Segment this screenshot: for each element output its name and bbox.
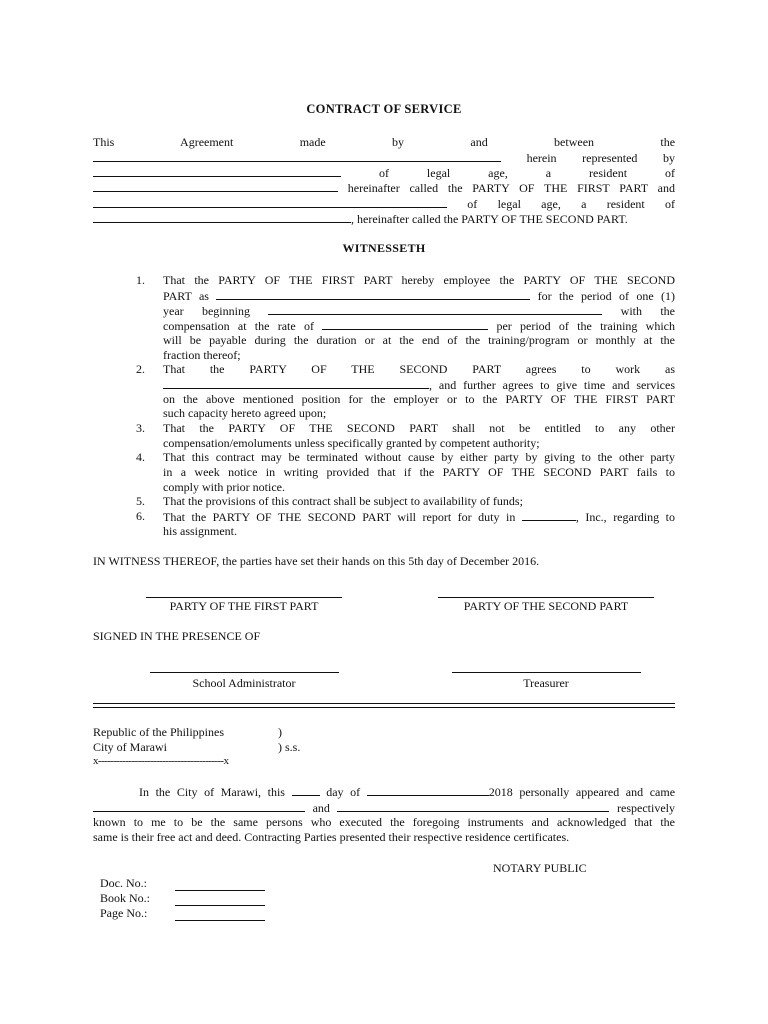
item-3-line-2: compensation/emoluments unless specifically granted by competent authority; <box>163 436 540 450</box>
intro-word: This <box>93 135 115 149</box>
item-6-line-2: his assignment. <box>163 524 237 538</box>
intro-word: the <box>660 135 676 149</box>
item-text: for the period of one (1) <box>537 289 676 303</box>
item-2-line-3: on the above mentioned position for the employer or to the PARTY OF THE FIRST PART <box>163 392 675 406</box>
ack-name-blank-2[interactable] <box>337 800 609 812</box>
intro-word: made <box>299 135 326 149</box>
ack-line-4: same is their free act and deed. Contracting Parties presented their respective residence certificates. <box>93 830 570 844</box>
item-5-line-1: That the provisions of this contract shall be subject to availability of funds; <box>163 494 523 508</box>
treasurer-label: Treasurer <box>523 676 569 690</box>
item-1-line-1: That the PARTY OF THE FIRST PART hereby employee the PARTY OF THE SECOND <box>163 273 675 287</box>
intro-line-4 <box>93 180 675 195</box>
presence-heading: SIGNED IN THE PRESENCE OF <box>93 629 261 643</box>
work-as-blank[interactable] <box>163 377 429 389</box>
school-admin-label: School Administrator <box>192 676 296 690</box>
second-party-signature-line[interactable] <box>438 597 654 598</box>
divider <box>93 707 675 708</box>
ack-line-1 <box>139 784 675 799</box>
ack-text: and <box>312 801 330 815</box>
venue-city: City of Marawi <box>93 740 167 754</box>
first-party-signature-line[interactable] <box>146 597 342 598</box>
item-text: with the <box>620 304 676 318</box>
doc-no-label: Doc. No.: <box>100 876 147 890</box>
intro-line-6 <box>93 211 675 226</box>
item-text: That the PARTY OF THE SECOND PART will report for duty in <box>163 510 516 524</box>
ack-text: day of <box>326 785 361 799</box>
venue-country: Republic of the Philippines <box>93 725 224 739</box>
rate-blank[interactable] <box>322 318 488 330</box>
item-1-line-3 <box>163 303 675 318</box>
item-1-line-6: fraction thereof; <box>163 348 241 362</box>
second-party-label: PARTY OF THE SECOND PART <box>463 599 629 613</box>
start-date-blank[interactable] <box>268 303 602 315</box>
school-admin-signature-line[interactable] <box>150 672 339 673</box>
ack-name-blank-1[interactable] <box>93 800 305 812</box>
page-no-blank[interactable] <box>175 920 265 921</box>
item-2-line-4: such capacity hereto agreed upon; <box>163 406 327 420</box>
item-3-line-1: That the PARTY OF THE SECOND PART shall not be entitled to any other <box>163 421 675 435</box>
item-1-line-2 <box>163 288 675 303</box>
ack-line-3: known to me to be the same persons who executed the foregoing instruments and acknowledged that the <box>93 815 675 829</box>
intro-text: herein represented by <box>526 151 675 165</box>
first-party-name-blank[interactable] <box>93 150 501 162</box>
intro-word: between <box>554 135 595 149</box>
intro-text: of legal age, a resident of <box>467 197 676 211</box>
ack-month-blank[interactable] <box>367 784 489 796</box>
ack-line-2 <box>93 800 675 815</box>
item-4-line-3: comply with prior notice. <box>163 480 285 494</box>
residence-blank-1[interactable] <box>93 180 338 192</box>
notary-public-label: NOTARY PUBLIC <box>493 861 587 875</box>
company-blank[interactable] <box>522 509 576 521</box>
intro-text: , hereinafter called the PARTY OF THE SECOND PART. <box>351 212 628 226</box>
doc-no-blank[interactable] <box>175 890 265 891</box>
item-number: 1. <box>136 273 145 287</box>
item-number: 5. <box>136 494 145 508</box>
intro-word: Agreement <box>180 135 234 149</box>
item-4-line-1: That this contract may be terminated without cause by either party by giving to the other party <box>163 450 675 464</box>
item-1-line-5: will be payable during the duration or at the end of the training/program or monthly at the <box>163 333 675 347</box>
item-number: 3. <box>136 421 145 435</box>
intro-line-3 <box>93 165 675 180</box>
item-number: 6. <box>136 509 145 523</box>
divider <box>93 703 675 704</box>
witnesseth-heading: WITNESSETH <box>342 241 426 255</box>
book-no-label: Book No.: <box>100 891 151 905</box>
item-text: compensation at the rate of <box>163 319 314 333</box>
item-number: 4. <box>136 450 145 464</box>
item-2-line-1: That the PARTY OF THE SECOND PART agrees to work as <box>163 362 675 376</box>
witness-statement: IN WITNESS THEREOF, the parties have set their hands on this 5th day of December 2016. <box>93 554 540 568</box>
book-no-blank[interactable] <box>175 905 265 906</box>
venue-paren: ) <box>278 725 282 739</box>
treasurer-signature-line[interactable] <box>452 672 641 673</box>
item-number: 2. <box>136 362 145 376</box>
intro-word: by <box>392 135 405 149</box>
item-text: year beginning <box>163 304 250 318</box>
second-party-name-blank[interactable] <box>93 196 447 208</box>
ack-text: In the City of Marawi, this <box>139 785 285 799</box>
first-party-label: PARTY OF THE FIRST PART <box>169 599 319 613</box>
intro-word: and <box>470 135 488 149</box>
intro-line-5 <box>93 196 675 211</box>
item-text: PART as <box>163 289 209 303</box>
ack-day-blank[interactable] <box>292 784 320 796</box>
position-blank[interactable] <box>216 288 530 300</box>
item-4-line-2: in a week notice in writing provided that if the PARTY OF THE SECOND PART fails to <box>163 465 675 479</box>
intro-text: of legal age, a resident of <box>378 166 675 180</box>
document-title: CONTRACT OF SERVICE <box>306 102 462 116</box>
page-no-label: Page No.: <box>100 906 148 920</box>
item-6-line-1 <box>163 509 675 524</box>
intro-line-1 <box>93 135 675 150</box>
representative-blank[interactable] <box>93 165 341 177</box>
intro-text: hereinafter called the PARTY OF THE FIRST PART and <box>347 181 676 195</box>
venue-ss: ) s.s. <box>278 740 301 754</box>
item-text: , and further agrees to give time and services <box>429 378 675 392</box>
residence-blank-2[interactable] <box>93 211 351 223</box>
item-1-line-4 <box>163 318 675 333</box>
ack-text: 2018 personally appeared and came <box>488 785 676 799</box>
intro-line-2 <box>93 150 675 165</box>
item-2-line-2 <box>163 377 675 392</box>
item-text: , Inc., regarding to <box>575 510 676 524</box>
item-text: per period of the training which <box>496 319 675 333</box>
ack-text: respectively <box>617 801 675 815</box>
venue-separator: x-----------------------------------------x <box>93 755 229 767</box>
